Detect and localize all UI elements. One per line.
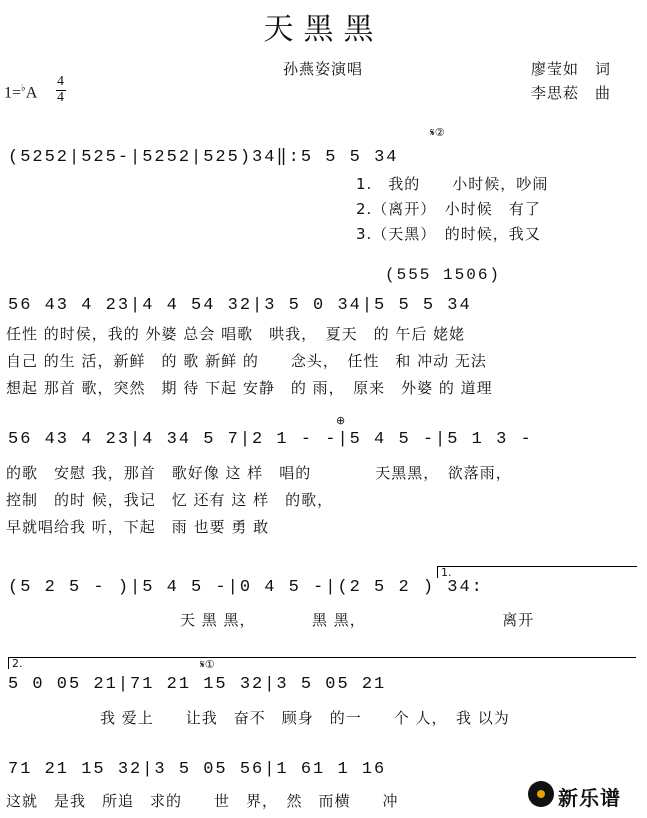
lyric-line-2-verse-3: 想起 那首 歌，突然 期 待 下起 安静 的 雨， 原来 外婆 的 道理 [6,379,493,397]
staff-line-3: 56 43 4 23|4 34 5 7|2 1 - -|5 4 5 -|5 1 3 - [8,430,533,449]
singer-credit: 孙燕姿演唱 [283,60,364,78]
lyric-line-3-verse-1: 的歌 安慰 我，那首 歌好像 这 样 唱的 天黑黑， 欲落雨， [6,464,512,482]
staff-line-4: (5 2 5 - )|5 4 5 -|0 4 5 -|(2 5 2 ) 34: [8,578,484,597]
staff-line-1: (5252|525-|5252|525)34‖:5 5 5 34 [8,148,399,167]
composer-credit: 李思菘 曲 [531,84,612,102]
lyric-line-6: 这就 是我 所追 求的 世 界， 然 而横 冲 [6,792,399,810]
lyric-line-3-verse-3: 早就唱给我 听，下起 雨 也要 勇 敢 [6,518,270,536]
lyric-line-2-verse-2: 自己 的生 活，新鲜 的 歌 新鲜 的 念头， 任性 和 冲动 无法 [6,352,487,370]
key-note: A [25,84,38,102]
lyric-line-1-verse-3: 3.（天黑） 的时候，我又 [356,225,541,243]
coda-mark: ⊕ [336,414,346,427]
staff-line-5: 5 0 05 21|71 21 15 32|3 5 05 21 [8,675,387,694]
staff-line-6: 71 21 15 32|3 5 05 56|1 61 1 16 [8,760,387,779]
lyric-line-1-verse-2: 2.（离开） 小时候 有了 [356,200,541,218]
lyric-line-3-verse-2: 控制 的时 候，我记 忆 还有 这 样 的歌， [6,491,334,509]
first-ending-bracket-edge [437,566,438,578]
logo-disc-icon [528,781,554,807]
lyric-line-1-verse-1: 1. 我的 小时候，吵闹 [356,175,549,193]
second-ending-bracket-edge [8,657,9,669]
staff-line-2: 56 43 4 23|4 4 54 32|3 5 0 34|5 5 5 34 [8,296,472,315]
lyric-line-5: 我 爱上 让我 奋不 顾身 的一 个 人， 我 以为 [100,709,510,727]
flat-sign: ♭ [21,83,26,94]
segno-mark-2: 𝄋② [430,126,445,139]
first-ending-label: 1. [441,566,452,579]
segno-mark-1: 𝄋① [200,658,215,671]
first-ending-bracket [437,566,637,567]
lyricist-credit: 廖莹如 词 [531,60,612,78]
time-signature-top: 4 [57,74,64,89]
time-signature-bottom: 4 [57,90,64,105]
song-title: 天黑黑 [263,12,384,47]
site-logo: 新乐谱 [558,786,621,810]
key-signature [4,83,37,102]
key-prefix: 1= [4,84,22,102]
lyric-line-4: 天 黑 黑， 黑 黑， 离开 [180,611,535,629]
lyric-line-2-verse-1: 任性 的时侯，我的 外婆 总会 唱歌 哄我， 夏天 的 午后 姥姥 [6,325,466,343]
second-ending-label: 2. [12,657,23,670]
second-ending-bracket [8,657,636,658]
interlude-notes: (555 1506) [385,266,502,284]
